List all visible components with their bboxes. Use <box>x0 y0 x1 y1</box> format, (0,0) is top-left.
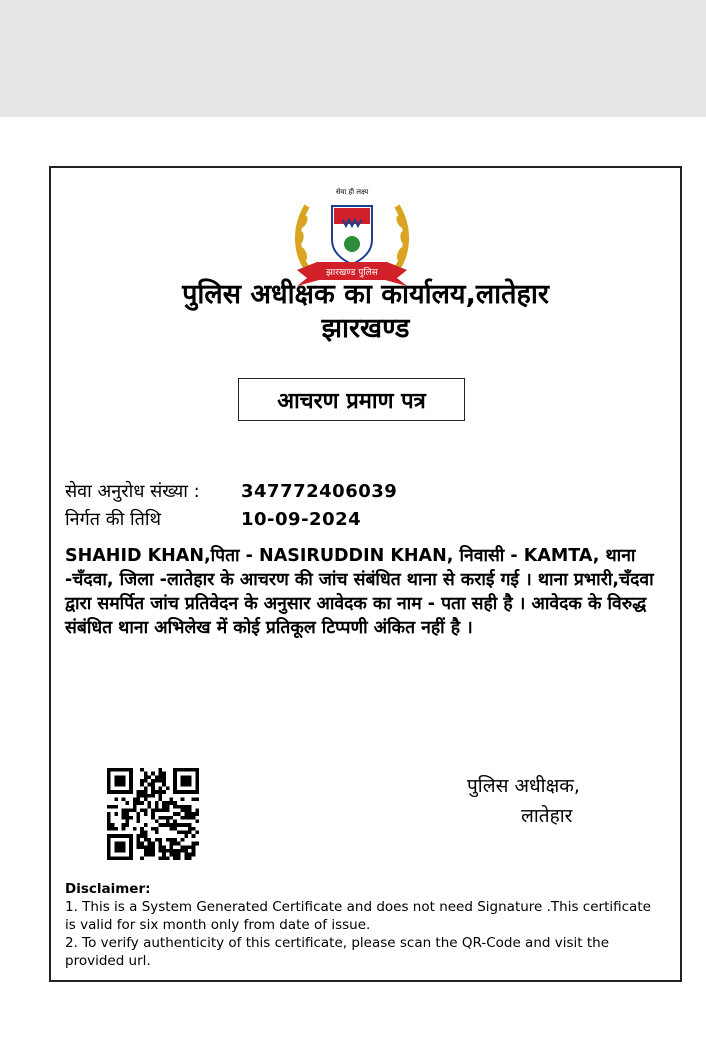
signatory-designation: पुलिस अधीक्षक, <box>467 775 580 797</box>
issue-date-row <box>65 506 397 534</box>
issue-date-label: निर्गत की तिथि <box>65 509 162 530</box>
svg-text:झारखण्ड पुलिस: झारखण्ड पुलिस <box>326 268 378 278</box>
top-gray-band <box>0 0 706 117</box>
verification-qr-code[interactable] <box>107 768 199 860</box>
certificate-body: SHAHID KHAN,पिता - NASIRUDDIN KHAN, निवासी - KAMTA, थाना -चँदवा, जिला -लातेहार के आचरण की जांच संबंधित थाना से कराई गई । थाना प्रभारी,चँदवा द्वारा समर्पित जांच प्रतिवेदन के अनुसार आवेदक का नाम - पता सही है । आवेदक के विरुद्ध संबंधित थाना अभिलेख में कोई प्रतिकूल टिप्पणी अंकित नहीं है । <box>65 546 654 638</box>
svg-text:सेवा ही लक्ष्य: सेवा ही लक्ष्य <box>335 188 369 196</box>
request-number-value: 347772406039 <box>241 481 398 502</box>
disclaimer-heading: Disclaimer: <box>65 881 151 897</box>
disclaimer-point-1: 1. This is a System Generated Certificate and does not need Signature .This certificate is valid for six month only from date of issue. <box>65 899 651 933</box>
document-title: आचरण प्रमाण पत्र <box>238 378 465 421</box>
issue-date-value: 10-09-2024 <box>241 509 362 530</box>
office-title-line1: पुलिस अधीक्षक का कार्यालय,लातेहार <box>182 279 549 310</box>
office-title-line2: झारखण्ड <box>321 313 410 344</box>
request-number-label: सेवा अनुरोध संख्या : <box>65 481 200 502</box>
disclaimer-point-2: 2. To verify authenticity of this certificate, please scan the QR-Code and visit the provided url. <box>65 935 610 969</box>
disclaimer <box>65 880 665 970</box>
certificate-meta <box>65 478 397 534</box>
request-number-row <box>65 478 397 506</box>
signatory-place: लातेहार <box>521 805 573 827</box>
signatory-block <box>467 771 580 831</box>
office-title <box>51 278 680 346</box>
certificate <box>49 166 682 982</box>
